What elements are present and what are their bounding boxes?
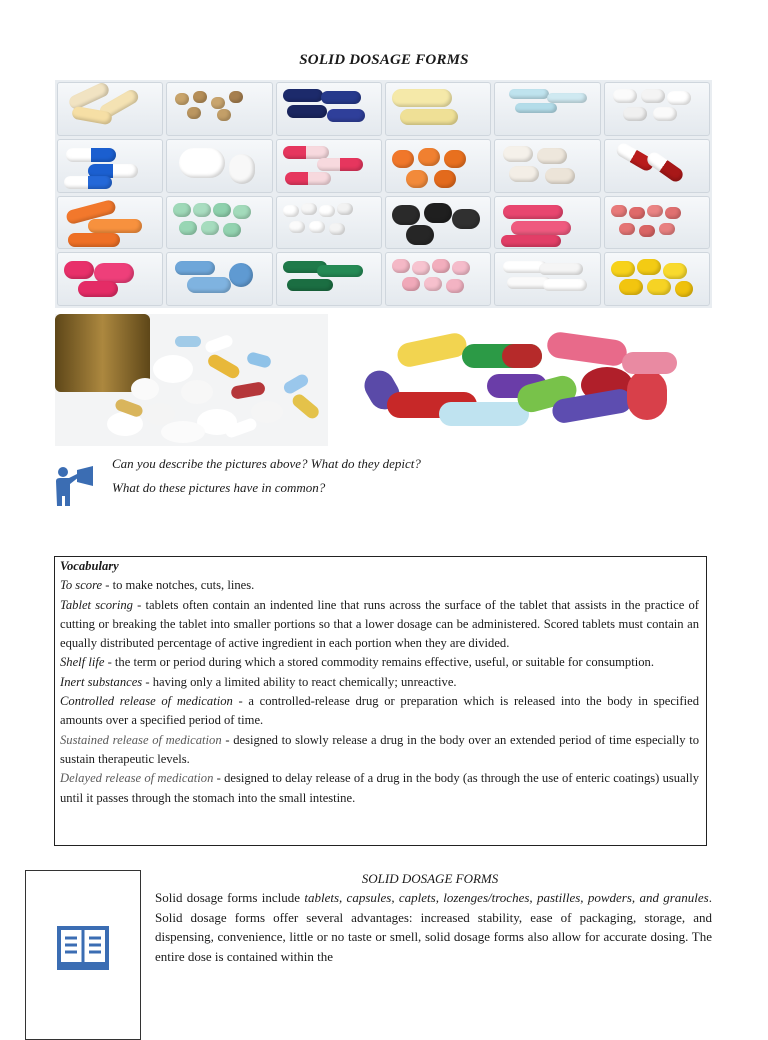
capsules-photo	[357, 330, 687, 440]
vocab-entry	[60, 769, 699, 808]
section-body: . Solid dosage forms offer several advantages: increased stability, ease of packaging, storage, and dispensing, convenience, little or no taste or smell, solid dosage forms also allow for accurate dosing. The entire dose is contained within the	[155, 890, 712, 964]
pill-bottle-photo	[55, 314, 328, 446]
vocab-definition: - designed to delay release of a drug in the body (as through the use of enteric coatings) usually until it passes through the stomach into the small intestine.	[60, 771, 699, 805]
vocab-definition: - tablets often contain an indented line that runs across the surface of the tablet that assists in the practice of cutting or breaking the tablet into smaller portions so that a lower dosage can be administered. Scored tablets must contain an equally distributed percentage of active ingredient in each portion when they are divided.	[60, 597, 699, 651]
section-forms-list: tablets, capsules, caplets, lozenges/troches, pastilles, powders, and granules	[304, 890, 709, 905]
vocab-entry	[60, 731, 699, 770]
section-title: SOLID DOSAGE FORMS	[361, 871, 499, 886]
question-describe: Can you describe the pictures above? What do they depict?	[112, 456, 421, 471]
vocab-term: Sustained release of medication	[60, 732, 222, 747]
vocab-entry	[60, 692, 699, 731]
vocab-term: To score	[60, 578, 103, 593]
book-icon	[57, 926, 109, 971]
vocab-definition: - designed to slowly release a drug in the body over an extended period of time especially to sustain therapeutic levels.	[60, 732, 699, 766]
page-title: SOLID DOSAGE FORMS	[299, 52, 469, 68]
vocabulary-box	[54, 556, 707, 846]
vocab-term: Delayed release of medication	[60, 771, 214, 786]
vocab-term: Tablet scoring	[60, 597, 133, 612]
vocab-entry	[60, 596, 699, 654]
reading-side-box	[25, 870, 141, 1040]
vocab-definition: - having only a limited ability to react chemically; unreactive.	[142, 674, 457, 689]
vocabulary-heading: Vocabulary	[60, 559, 119, 573]
vocab-term: Inert substances	[60, 674, 143, 689]
vocab-entry	[60, 653, 699, 672]
vocab-definition: - the term or period during which a stored commodity remains effective, useful, or suitable for consumption.	[104, 655, 654, 670]
question-common: What do these pictures have in common?	[112, 480, 326, 495]
vocab-entry	[60, 576, 699, 595]
vocab-definition: - to make notches, cuts, lines.	[102, 578, 255, 593]
section-intro: Solid dosage forms include	[155, 890, 305, 905]
vocab-term: Controlled release of medication	[60, 694, 233, 709]
vocab-entry	[60, 673, 699, 692]
presenter-icon	[55, 466, 95, 508]
vocab-definition: - a controlled-release drug or preparation which is released into the body in specified amounts over a specified period of time.	[60, 694, 699, 728]
pill-organizer-photo	[55, 80, 712, 308]
vocab-term: Shelf life	[60, 655, 105, 670]
section-paragraph	[155, 888, 712, 966]
